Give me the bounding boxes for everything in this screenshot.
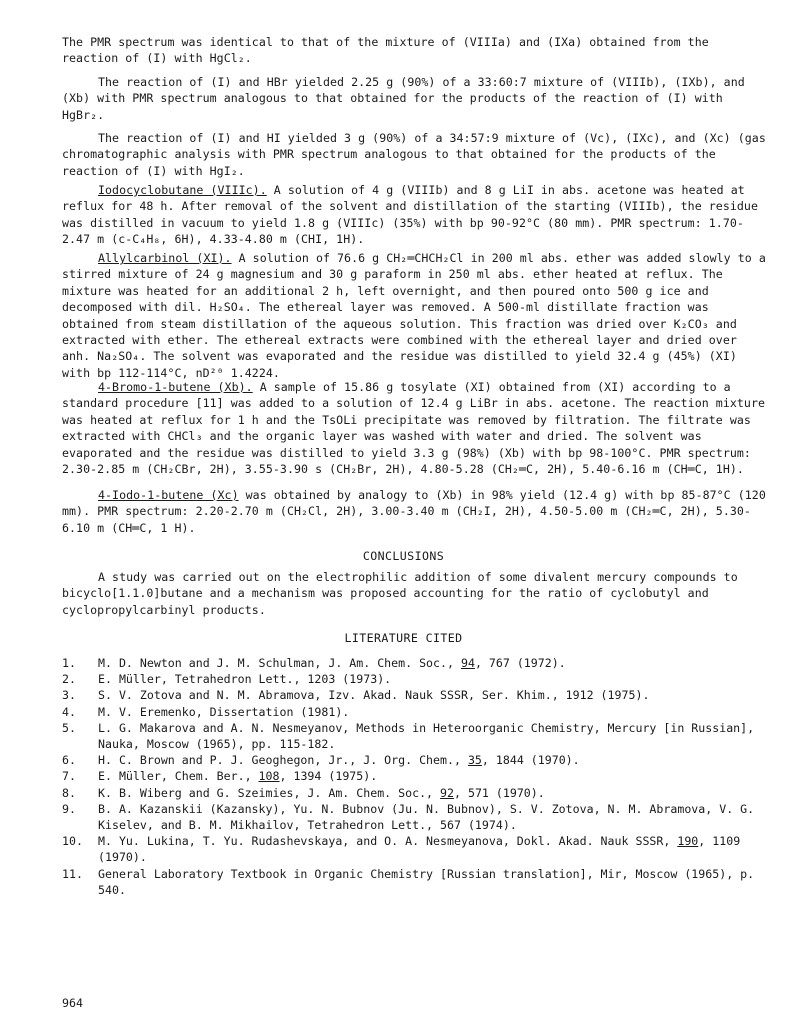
- compound-title: 4-Iodo-1-butene (Xc): [98, 488, 239, 502]
- reference-number: 8.: [62, 785, 76, 800]
- reference-number: 2.: [62, 672, 76, 687]
- reference-item: [62, 720, 777, 752]
- reference-item: [62, 752, 777, 768]
- reference-item: [62, 671, 777, 687]
- reference-number: 9.: [62, 801, 76, 816]
- reference-text: [98, 655, 777, 671]
- reference-pages: , 1109 (1970).: [98, 834, 741, 865]
- reference-citation: L. G. Makarova and A. N. Nesmeyanov, Methods in Heteroorganic Chemistry, Mercury [in Russian], Nauka, Moscow (1965), pp. 115-182.: [98, 720, 755, 752]
- reference-text: [98, 704, 777, 720]
- reference-item: [62, 687, 777, 703]
- compound-title: Allylcarbinol (XI).: [98, 251, 232, 265]
- paragraph-bromobutene: [62, 379, 772, 477]
- reference-number: 11.: [62, 866, 83, 881]
- reference-number: 4.: [62, 704, 76, 719]
- reference-item: [62, 801, 777, 833]
- reference-volume: 35: [467, 753, 482, 768]
- reference-text: [98, 720, 777, 752]
- reference-pages: , 571 (1970).: [454, 785, 545, 800]
- reference-text: [98, 785, 777, 801]
- compound-title: Iodocyclobutane (VIIIc).: [98, 183, 267, 197]
- reference-list: [62, 655, 777, 898]
- reference-citation: H. C. Brown and P. J. Geoghegon, Jr., J. Org. Chem.,: [98, 753, 468, 768]
- literature-heading: LITERATURE CITED: [344, 631, 463, 645]
- reference-number: 3.: [62, 688, 76, 703]
- reference-text: [98, 768, 777, 784]
- reference-text: [98, 866, 777, 898]
- reference-citation: M. Yu. Lukina, T. Yu. Rudashevskaya, and O. A. Nesmeyanova, Dokl. Akad. Nauk SSSR,: [98, 834, 678, 849]
- reference-item: [62, 785, 777, 801]
- conclusions-heading: CONCLUSIONS: [362, 549, 445, 563]
- reference-pages: , 1844 (1970).: [481, 753, 580, 768]
- reference-citation: M. D. Newton and J. M. Schulman, J. Am. Chem. Soc.,: [98, 656, 461, 670]
- reference-citation: M. V. Eremenko, Dissertation (1981).: [98, 704, 350, 719]
- paragraph-text: A solution of 4 g (VIIIb) and 8 g LiI in abs. acetone was heated at reflux for 48 h. After removal of the solvent and distillation of the starting (VIIIb), the residue was distilled in vacuum to yield 1.8 g (VIIIc) (35%) with bp 90-92°C (80 mm). PMR spectrum: 1.70-2.47 m (c-C₄H₈, 6H), 4.33-4.80 m (CHI, 1H).: [62, 183, 758, 247]
- paragraph-text: The reaction of (I) and HBr yielded 2.25 g (90%) of a 33:60:7 mixture of (VIIIb), (IXb), and (Xb) with PMR spectrum analogous to that obtained for the products of the reaction of (I) with HgBr₂.: [62, 75, 745, 122]
- reference-citation: General Laboratory Textbook in Organic Chemistry [Russian translation], Mir, Moscow (1965), p. 540.: [98, 866, 755, 897]
- paragraph-allylcarbinol: [62, 250, 772, 381]
- reference-text: [98, 801, 777, 833]
- page-number: 964: [62, 996, 83, 1010]
- paragraph-text: A sample of 15.86 g tosylate (XI) obtained from (XI) according to a standard procedure [11] was added to a solution of 12.4 g LiBr in abs. acetone. The reaction mixture was heated at reflux for 1 h and the TsOLi precipitate was removed by filtration. The filtrate was extracted with CHCl₃ and the organic layer was washed with water and dried. The solvent was evaporated and the residue was distilled to yield 3.3 g (98%) (Xb) with bp 98-100°C. PMR spectrum: 2.30-2.85 m (CH₂CBr, 2H), 3.55-3.90 s (CH₂Br, 2H), 4.80-5.28 (CH₂═C, 2H), 5.40-6.16 m (CH═C, 1H).: [62, 380, 766, 477]
- reference-item: [62, 655, 777, 671]
- compound-title: 4-Bromo-1-butene (Xb).: [98, 380, 253, 394]
- reference-volume: 94: [460, 656, 475, 670]
- reference-pages: , 1394 (1975).: [279, 769, 378, 784]
- reference-citation: E. Müller, Chem. Ber.,: [98, 769, 259, 784]
- reference-citation: S. V. Zotova and N. M. Abramova, Izv. Akad. Nauk SSSR, Ser. Khim., 1912 (1975).: [98, 688, 650, 703]
- paragraph-hi-reaction: [62, 130, 772, 179]
- reference-text: [98, 687, 777, 703]
- reference-text: [98, 752, 777, 768]
- reference-pages: , 767 (1972).: [474, 656, 566, 670]
- paragraph-iodocyclobutane: [62, 182, 772, 248]
- reference-item: [62, 704, 777, 720]
- reference-item: [62, 768, 777, 784]
- paragraph-text: A solution of 76.6 g CH₂═CHCH₂Cl in 200 ml abs. ether was added slowly to a stirred mixture of 24 g magnesium and 30 g paraform in 250 ml abs. ether heated at reflux. The mixture was heated for an additional 2 h, left overnight, and then poured onto 500 g ice and decomposed with dil. H₂SO₄. The ethereal layer was removed. A 500-ml distillate fraction was obtained from steam distillation of the aqueous solution. This fraction was dried over K₂CO₃ and extracted with ether. The ethereal extracts were combined with the ethereal layer and dried over anh. Na₂SO₄. The solvent was evaporated and the residue was distilled to yield 32.4 g (45%) (XI) with bp 112-114°C, nD²⁰ 1.4224.: [62, 251, 766, 380]
- paragraph-hbr-reaction: [62, 74, 772, 123]
- reference-number: 6.: [62, 753, 76, 768]
- paragraph-text: The PMR spectrum was identical to that of the mixture of (VIIIa) and (IXa) obtained from the reaction of (I) with HgCl₂.: [62, 35, 709, 66]
- paragraph-text: was obtained by analogy to (Xb) in 98% yield (12.4 g) with bp 85-87°C (120 mm). PMR spectrum: 2.20-2.70 m (CH₂Cl, 2H), 3.00-3.40 m (CH₂I, 2H), 4.50-5.00 m (CH₂═C, 2H), 5.30-6.10 m (CH═C, 1 H).: [62, 488, 766, 535]
- reference-volume: 108: [258, 769, 280, 784]
- paragraph-text: The reaction of (I) and HI yielded 3 g (90%) of a 34:57:9 mixture of (Vc), (IXc), and (Xc) (gas chromatographic analysis with PMR spectrum analogous to that obtained for the products of the reaction of (I) with HgI₂.: [62, 131, 766, 178]
- reference-number: 5.: [62, 720, 76, 735]
- reference-citation: K. B. Wiberg and G. Szeimies, J. Am. Chem. Soc.,: [98, 785, 441, 800]
- reference-item: [62, 833, 777, 865]
- reference-text: [98, 671, 777, 687]
- paragraph-text: A study was carried out on the electrophilic addition of some divalent mercury compounds to bicyclo[1.1.0]butane and a mechanism was proposed accounting for the ratio of cyclobutyl and cyclopropylcarbinyl products.: [62, 570, 738, 617]
- reference-text: [98, 833, 777, 865]
- reference-volume: 190: [677, 834, 699, 849]
- reference-citation: B. A. Kazanskii (Kazansky), Yu. N. Bubnov (Ju. N. Bubnov), S. V. Zotova, N. M. Abramova, V. G. Kiselev, and B. M. Mikhailov, Tetrahedron Lett., 567 (1974).: [98, 801, 755, 833]
- paragraph-pmr-hgcl2: [62, 34, 772, 67]
- reference-item: [62, 866, 777, 898]
- reference-number: 10.: [62, 834, 83, 849]
- conclusions-paragraph: [62, 569, 772, 618]
- reference-number: 7.: [62, 769, 76, 784]
- paragraph-iodobutene: [62, 487, 772, 536]
- reference-number: 1.: [62, 656, 76, 670]
- reference-volume: 92: [440, 785, 454, 800]
- reference-citation: E. Müller, Tetrahedron Lett., 1203 (1973).: [98, 672, 392, 687]
